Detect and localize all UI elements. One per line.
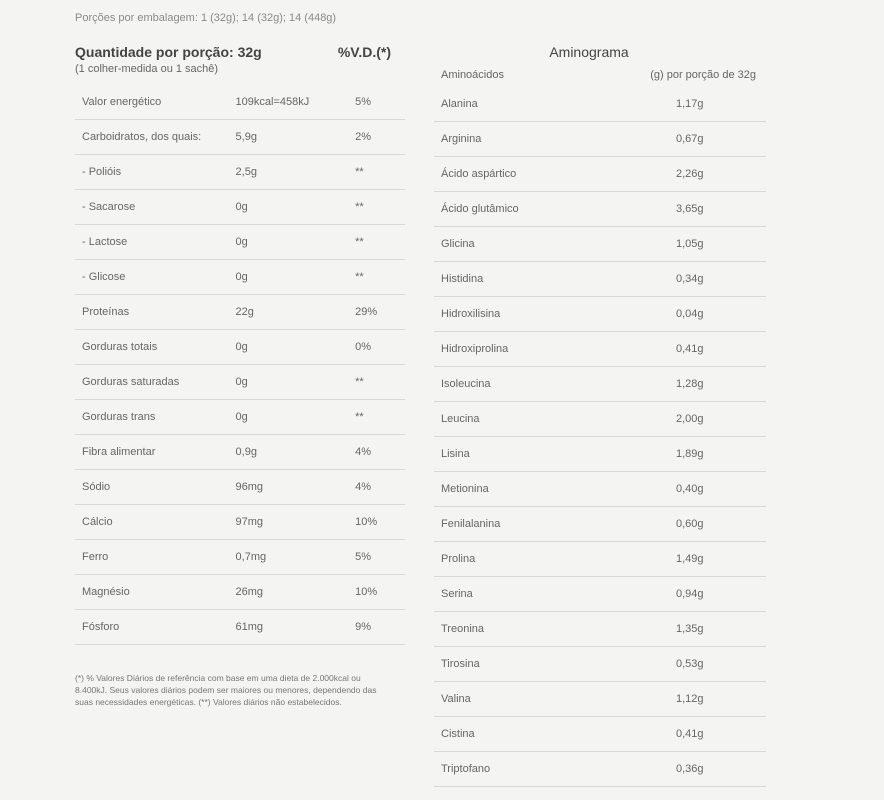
amino-acid-name: Ácido glutâmico xyxy=(441,203,519,215)
amino-acid-name: Hidroxilisina xyxy=(441,308,501,320)
amino-acid-amount: 0,67g xyxy=(676,133,704,145)
table-row xyxy=(75,365,405,400)
nutrient-amount: 2,5g xyxy=(235,166,257,178)
amino-acid-name: Serina xyxy=(441,588,473,600)
amino-acid-amount: 0,04g xyxy=(676,308,704,320)
nutrient-name: - Sacarose xyxy=(82,201,136,213)
amino-acids-column-header: Aminoácidos xyxy=(441,69,504,81)
amino-acid-amount: 1,28g xyxy=(676,378,704,390)
amino-acid-amount: 2,00g xyxy=(676,413,704,425)
amino-acid-amount: 0,60g xyxy=(676,518,704,530)
amino-acid-amount: 0,53g xyxy=(676,658,704,670)
nutrient-daily-value: ** xyxy=(355,166,364,178)
amino-acid-name: Hidroxiprolina xyxy=(441,343,509,355)
nutrition-table xyxy=(75,85,405,645)
nutrient-amount: 0,7mg xyxy=(235,551,267,563)
nutrition-facts-panel xyxy=(75,44,405,708)
table-row xyxy=(434,122,766,157)
table-row xyxy=(434,332,766,367)
amino-acid-name: Alanina xyxy=(441,98,478,110)
daily-values-footnote: (*) % Valores Diários de referência com base em uma dieta de 2.000kcal ou 8.400kJ. Seus valores diários podem ser maiores ou menores, dependendo das suas necessidades energéticas. (**) Valores diários não estabelecidos. xyxy=(75,673,377,707)
amino-acid-amount: 0,40g xyxy=(676,483,704,495)
table-row xyxy=(434,227,766,262)
table-row xyxy=(434,367,766,402)
daily-value-header: %V.D.(*) xyxy=(337,44,391,60)
amino-acid-name: Glicina xyxy=(441,238,475,250)
aminogram-panel xyxy=(434,44,766,787)
nutrient-name: Valor energético xyxy=(82,96,162,108)
aminogram-title: Aminograma xyxy=(549,44,629,60)
nutrient-amount: 97mg xyxy=(235,516,264,528)
nutrient-daily-value: 10% xyxy=(355,586,378,598)
table-row xyxy=(434,472,766,507)
table-row xyxy=(75,260,405,295)
amino-acid-amount: 1,49g xyxy=(676,553,704,565)
nutrient-amount: 61mg xyxy=(235,621,264,633)
nutrient-name: Gorduras totais xyxy=(82,341,158,353)
table-row xyxy=(434,542,766,577)
nutrient-name: Gorduras trans xyxy=(82,411,156,423)
amino-acid-name: Ácido aspártico xyxy=(441,168,517,180)
table-row xyxy=(75,540,405,575)
aminogram-header xyxy=(434,69,766,83)
serving-description: (1 colher-medida ou 1 sachê) xyxy=(75,63,219,75)
table-row xyxy=(434,577,766,612)
nutrient-name: Carboidratos, dos quais: xyxy=(82,131,202,143)
nutrient-name: Cálcio xyxy=(82,516,113,528)
nutrient-amount: 0g xyxy=(235,376,248,388)
table-row xyxy=(75,505,405,540)
amino-acid-name: Fenilalanina xyxy=(441,518,501,530)
table-row xyxy=(434,192,766,227)
table-row xyxy=(75,575,405,610)
amino-acid-amount: 0,36g xyxy=(676,763,704,775)
amino-acid-name: Histidina xyxy=(441,273,484,285)
table-row xyxy=(434,87,766,122)
table-row xyxy=(75,400,405,435)
amino-acid-name: Lisina xyxy=(441,448,470,460)
amino-acid-name: Arginina xyxy=(441,133,482,145)
nutrient-name: Ferro xyxy=(82,551,109,563)
nutrition-header xyxy=(75,44,405,60)
nutrient-daily-value: ** xyxy=(355,236,364,248)
amino-acid-amount: 1,17g xyxy=(676,98,704,110)
nutrient-daily-value: 9% xyxy=(355,621,372,633)
table-row xyxy=(434,297,766,332)
nutrient-amount: 0g xyxy=(235,341,248,353)
table-row xyxy=(75,155,405,190)
aminogram-table xyxy=(434,87,766,787)
table-row xyxy=(75,435,405,470)
amino-acid-amount: 0,94g xyxy=(676,588,704,600)
nutrient-name: - Lactose xyxy=(82,236,128,248)
amino-acid-name: Treonina xyxy=(441,623,485,635)
amino-acid-name: Tirosina xyxy=(441,658,480,670)
nutrient-name: Fibra alimentar xyxy=(82,446,156,458)
amino-acid-amount: 1,05g xyxy=(676,238,704,250)
table-row xyxy=(75,225,405,260)
table-row xyxy=(434,437,766,472)
amino-acid-name: Metionina xyxy=(441,483,489,495)
amino-acid-amount: 3,65g xyxy=(676,203,704,215)
amino-acid-name: Leucina xyxy=(441,413,480,425)
nutrient-daily-value: 5% xyxy=(355,96,372,108)
amino-acid-name: Prolina xyxy=(441,553,476,565)
nutrient-amount: 0g xyxy=(235,236,248,248)
amino-acid-name: Triptofano xyxy=(441,763,491,775)
nutrient-daily-value: 4% xyxy=(355,481,372,493)
table-row xyxy=(75,610,405,645)
amino-acid-amount: 1,12g xyxy=(676,693,704,705)
nutrient-amount: 22g xyxy=(235,306,254,318)
nutrient-amount: 96mg xyxy=(235,481,264,493)
table-row xyxy=(434,682,766,717)
portions-per-package: Porções por embalagem: 1 (32g); 14 (32g); 14 (448g) xyxy=(75,12,337,24)
nutrient-amount: 0g xyxy=(235,271,248,283)
table-row xyxy=(434,157,766,192)
table-row xyxy=(75,190,405,225)
nutrient-daily-value: 0% xyxy=(355,341,372,353)
amino-acid-amount: 1,35g xyxy=(676,623,704,635)
table-row xyxy=(434,507,766,542)
nutrient-daily-value: 2% xyxy=(355,131,372,143)
amino-acid-amount: 2,26g xyxy=(676,168,704,180)
nutrient-amount: 109kcal=458kJ xyxy=(235,96,310,108)
amino-acid-name: Valina xyxy=(441,693,471,705)
amino-acid-name: Cistina xyxy=(441,728,475,740)
nutrient-name: Sódio xyxy=(82,481,111,493)
table-row xyxy=(75,85,405,120)
nutrient-daily-value: 10% xyxy=(355,516,378,528)
amino-acid-amount: 1,89g xyxy=(676,448,704,460)
table-row xyxy=(75,120,405,155)
nutrient-name: Magnésio xyxy=(82,586,130,598)
amino-acid-name: Isoleucina xyxy=(441,378,491,390)
nutrient-amount: 0g xyxy=(235,411,248,423)
nutrient-daily-value: 5% xyxy=(355,551,372,563)
nutrient-name: Proteínas xyxy=(82,306,130,318)
table-row xyxy=(434,717,766,752)
nutrient-amount: 26mg xyxy=(235,586,264,598)
table-row xyxy=(434,612,766,647)
nutrient-amount: 5,9g xyxy=(235,131,257,143)
table-row xyxy=(434,647,766,682)
table-row xyxy=(75,295,405,330)
nutrient-daily-value: ** xyxy=(355,376,364,388)
amino-acid-amount: 0,34g xyxy=(676,273,704,285)
nutrient-daily-value: ** xyxy=(355,201,364,213)
nutrient-name: Fósforo xyxy=(82,621,120,633)
amino-acid-amount: 0,41g xyxy=(676,728,704,740)
nutrient-daily-value: ** xyxy=(355,411,364,423)
table-row xyxy=(75,470,405,505)
table-row xyxy=(434,752,766,787)
nutrition-title: Quantidade por porção: 32g xyxy=(75,44,262,60)
amino-acid-amount: 0,41g xyxy=(676,343,704,355)
nutrient-amount: 0g xyxy=(235,201,248,213)
nutrient-daily-value: ** xyxy=(355,271,364,283)
table-row xyxy=(434,402,766,437)
table-row xyxy=(75,330,405,365)
nutrient-daily-value: 4% xyxy=(355,446,372,458)
nutrient-name: Gorduras saturadas xyxy=(82,376,180,388)
nutrient-amount: 0,9g xyxy=(235,446,257,458)
nutrient-daily-value: 29% xyxy=(355,306,378,318)
amount-column-header: (g) por porção de 32g xyxy=(650,69,756,81)
nutrient-name: - Polióis xyxy=(82,166,122,178)
table-row xyxy=(434,262,766,297)
nutrient-name: - Glicose xyxy=(82,271,126,283)
